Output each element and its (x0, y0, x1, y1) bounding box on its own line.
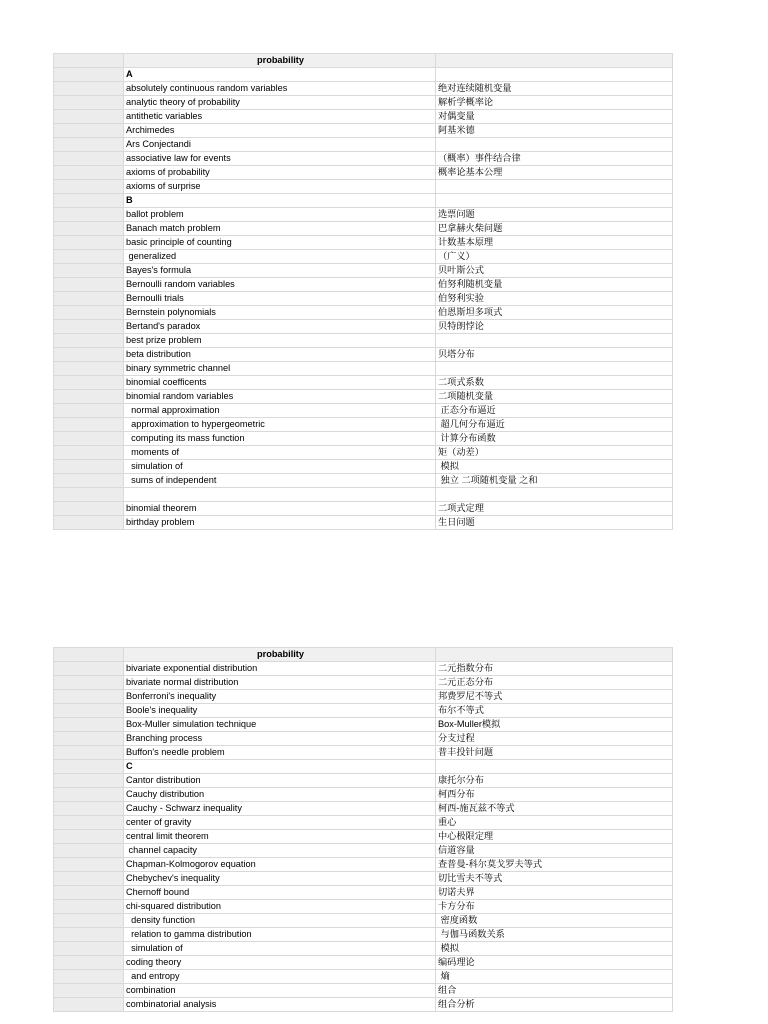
chinese-term: （广义） (436, 250, 673, 264)
english-term: Bertand's paradox (124, 320, 436, 334)
row-header-cell (54, 292, 124, 306)
table-row (54, 138, 673, 152)
row-header-cell (54, 166, 124, 180)
chinese-term: 选票问题 (436, 208, 673, 222)
english-term: Cauchy - Schwarz inequality (124, 802, 436, 816)
chinese-term: 计算分布函数 (436, 432, 673, 446)
english-term: Buffon's needle problem (124, 746, 436, 760)
table-row (54, 816, 673, 830)
table-row (54, 788, 673, 802)
table-row (54, 320, 673, 334)
chinese-term: 柯西-施瓦兹不等式 (436, 802, 673, 816)
table-row (54, 390, 673, 404)
english-term: binomial coefficents (124, 376, 436, 390)
english-term: basic principle of counting (124, 236, 436, 250)
chinese-term: 二项随机变量 (436, 390, 673, 404)
table-row (54, 515, 673, 529)
table-row (54, 250, 673, 264)
row-header-cell (54, 68, 124, 82)
chinese-term: 切比雪夫不等式 (436, 872, 673, 886)
chinese-term: Box-Muller模拟 (436, 718, 673, 732)
row-header-cell (54, 662, 124, 676)
chinese-term: （概率）事件结合律 (436, 152, 673, 166)
table-row (54, 446, 673, 460)
row-header-cell (54, 858, 124, 872)
chinese-term: 对偶变量 (436, 110, 673, 124)
chinese-term: 伯努利实验 (436, 292, 673, 306)
row-header-cell (54, 802, 124, 816)
english-term: generalized (124, 250, 436, 264)
english-term: sums of independent (124, 474, 436, 488)
chinese-term: 巴拿赫火柴问题 (436, 222, 673, 236)
table-header-row (54, 648, 673, 662)
row-header-cell (54, 914, 124, 928)
table-row (54, 418, 673, 432)
english-term: Banach match problem (124, 222, 436, 236)
english-term: Bernstein polynomials (124, 306, 436, 320)
chinese-term: 编码理论 (436, 956, 673, 970)
chinese-term: 布尔不等式 (436, 704, 673, 718)
header-empty-cell (436, 648, 673, 662)
english-term: Bayes's formula (124, 264, 436, 278)
chinese-term: 概率论基本公理 (436, 166, 673, 180)
row-header-cell (54, 82, 124, 96)
table-row (54, 376, 673, 390)
row-header-cell (54, 362, 124, 376)
row-header-cell (54, 96, 124, 110)
chinese-term: 柯西分布 (436, 788, 673, 802)
row-header-cell (54, 446, 124, 460)
table-row (54, 82, 673, 96)
row-header-cell (54, 760, 124, 774)
english-term: Box-Muller simulation technique (124, 718, 436, 732)
row-header-cell (54, 690, 124, 704)
chinese-term: 康托尔分布 (436, 774, 673, 788)
english-term: and entropy (124, 970, 436, 984)
row-header-cell (54, 998, 124, 1012)
english-term: analytic theory of probability (124, 96, 436, 110)
section-letter: C (124, 760, 436, 774)
table-header-row (54, 54, 673, 68)
section-letter-row (54, 68, 673, 82)
chinese-term (436, 334, 673, 348)
table-row (54, 914, 673, 928)
table-row (54, 662, 673, 676)
row-header-cell (54, 942, 124, 956)
row-header-cell (54, 54, 124, 68)
row-header-cell (54, 844, 124, 858)
chinese-term: 生日问题 (436, 515, 673, 529)
row-header-cell (54, 676, 124, 690)
chinese-term (436, 760, 673, 774)
english-term: beta distribution (124, 348, 436, 362)
english-term: birthday problem (124, 515, 436, 529)
chinese-term: 贝塔分布 (436, 348, 673, 362)
row-header-cell (54, 718, 124, 732)
english-term: combinatorial analysis (124, 998, 436, 1012)
table-row (54, 432, 673, 446)
table-row (54, 942, 673, 956)
row-header-cell (54, 900, 124, 914)
table-row (54, 362, 673, 376)
table-row (54, 970, 673, 984)
chinese-term: 邦费罗尼不等式 (436, 690, 673, 704)
glossary-table (53, 647, 673, 1012)
chinese-term: 切诺夫界 (436, 886, 673, 900)
chinese-term: 解析学概率论 (436, 96, 673, 110)
table-row (54, 844, 673, 858)
row-header-cell (54, 306, 124, 320)
row-header-cell (54, 334, 124, 348)
table-row (54, 488, 673, 502)
row-header-cell (54, 648, 124, 662)
english-term: antithetic variables (124, 110, 436, 124)
row-header-cell (54, 236, 124, 250)
chinese-term: 模拟 (436, 460, 673, 474)
table-row (54, 96, 673, 110)
table-row (54, 124, 673, 138)
english-term: Cauchy distribution (124, 788, 436, 802)
table-row (54, 956, 673, 970)
row-header-cell (54, 788, 124, 802)
table-row (54, 718, 673, 732)
row-header-cell (54, 774, 124, 788)
english-term: Archimedes (124, 124, 436, 138)
row-header-cell (54, 348, 124, 362)
table-row (54, 278, 673, 292)
row-header-cell (54, 222, 124, 236)
english-term: coding theory (124, 956, 436, 970)
row-header-cell (54, 704, 124, 718)
chinese-term: 贝特朗悖论 (436, 320, 673, 334)
english-term: binary symmetric channel (124, 362, 436, 376)
row-header-cell (54, 404, 124, 418)
english-term: ballot problem (124, 208, 436, 222)
chinese-term: 二项式系数 (436, 376, 673, 390)
english-term: Chebychev's inequality (124, 872, 436, 886)
row-header-cell (54, 816, 124, 830)
table-row (54, 690, 673, 704)
row-header-cell (54, 264, 124, 278)
english-term: best prize problem (124, 334, 436, 348)
row-header-cell (54, 208, 124, 222)
row-header-cell (54, 956, 124, 970)
table-row (54, 152, 673, 166)
english-term: Bonferroni's inequality (124, 690, 436, 704)
english-term: bivariate exponential distribution (124, 662, 436, 676)
row-header-cell (54, 984, 124, 998)
section-letter-row (54, 194, 673, 208)
row-header-cell (54, 152, 124, 166)
table-row (54, 774, 673, 788)
row-header-cell (54, 194, 124, 208)
chinese-term (436, 138, 673, 152)
table-row (54, 886, 673, 900)
chinese-term: 熵 (436, 970, 673, 984)
row-header-cell (54, 732, 124, 746)
section-letter-row (54, 760, 673, 774)
table-row (54, 732, 673, 746)
row-header-cell (54, 376, 124, 390)
table-row (54, 180, 673, 194)
chinese-term (436, 488, 673, 502)
table-row (54, 676, 673, 690)
english-term: Ars Conjectandi (124, 138, 436, 152)
table-row (54, 110, 673, 124)
row-header-cell (54, 124, 124, 138)
table-row (54, 460, 673, 474)
table-title: probability (124, 648, 436, 662)
english-term: computing its mass function (124, 432, 436, 446)
chinese-term: 查普曼-科尔莫戈罗夫等式 (436, 858, 673, 872)
chinese-term: 正态分布逼近 (436, 404, 673, 418)
table-title: probability (124, 54, 436, 68)
chinese-term (436, 194, 673, 208)
table-row (54, 858, 673, 872)
row-header-cell (54, 250, 124, 264)
english-term: Branching process (124, 732, 436, 746)
row-header-cell (54, 928, 124, 942)
chinese-term: 与伽马函数关系 (436, 928, 673, 942)
english-term: relation to gamma distribution (124, 928, 436, 942)
row-header-cell (54, 138, 124, 152)
chinese-term: 超几何分布逼近 (436, 418, 673, 432)
chinese-term: 贝叶斯公式 (436, 264, 673, 278)
chinese-term: 二项式定理 (436, 501, 673, 515)
table-row (54, 348, 673, 362)
row-header-cell (54, 515, 124, 529)
chinese-term: 计数基本原理 (436, 236, 673, 250)
table-row (54, 264, 673, 278)
table-row (54, 998, 673, 1012)
chinese-term: 密度函数 (436, 914, 673, 928)
english-term: Cantor distribution (124, 774, 436, 788)
row-header-cell (54, 320, 124, 334)
english-term: Boole's inequality (124, 704, 436, 718)
row-header-cell (54, 278, 124, 292)
english-term (124, 488, 436, 502)
chinese-term: 矩（动差） (436, 446, 673, 460)
english-term: normal approximation (124, 404, 436, 418)
table-row (54, 306, 673, 320)
row-header-cell (54, 180, 124, 194)
english-term: Bernoulli trials (124, 292, 436, 306)
english-term: central limit theorem (124, 830, 436, 844)
english-term: absolutely continuous random variables (124, 82, 436, 96)
english-term: axioms of surprise (124, 180, 436, 194)
english-term: binomial theorem (124, 501, 436, 515)
english-term: channel capacity (124, 844, 436, 858)
row-header-cell (54, 501, 124, 515)
english-term: chi-squared distribution (124, 900, 436, 914)
table-row (54, 334, 673, 348)
chinese-term: 伯恩斯坦多项式 (436, 306, 673, 320)
glossary-sheet-2 (53, 647, 672, 1012)
english-term: simulation of (124, 460, 436, 474)
table-row (54, 404, 673, 418)
english-term: bivariate normal distribution (124, 676, 436, 690)
chinese-term: 卡方分布 (436, 900, 673, 914)
table-row (54, 501, 673, 515)
row-header-cell (54, 830, 124, 844)
english-term: associative law for events (124, 152, 436, 166)
table-row (54, 928, 673, 942)
chinese-term: 组合 (436, 984, 673, 998)
english-term: Chapman-Kolmogorov equation (124, 858, 436, 872)
english-term: Chernoff bound (124, 886, 436, 900)
row-header-cell (54, 970, 124, 984)
table-row (54, 208, 673, 222)
row-header-cell (54, 418, 124, 432)
header-empty-cell (436, 54, 673, 68)
table-row (54, 166, 673, 180)
english-term: approximation to hypergeometric (124, 418, 436, 432)
chinese-term: 模拟 (436, 942, 673, 956)
chinese-term: 普丰投针问题 (436, 746, 673, 760)
section-letter: B (124, 194, 436, 208)
chinese-term: 独立 二项随机变量 之和 (436, 474, 673, 488)
chinese-term (436, 180, 673, 194)
english-term: combination (124, 984, 436, 998)
chinese-term: 二元指数分布 (436, 662, 673, 676)
english-term: simulation of (124, 942, 436, 956)
section-letter: A (124, 68, 436, 82)
english-term: Bernoulli random variables (124, 278, 436, 292)
row-header-cell (54, 110, 124, 124)
table-row (54, 802, 673, 816)
row-header-cell (54, 488, 124, 502)
table-row (54, 872, 673, 886)
chinese-term: 信道容量 (436, 844, 673, 858)
english-term: moments of (124, 446, 436, 460)
chinese-term: 组合分析 (436, 998, 673, 1012)
row-header-cell (54, 886, 124, 900)
chinese-term: 阿基米德 (436, 124, 673, 138)
english-term: center of gravity (124, 816, 436, 830)
chinese-term: 二元正态分布 (436, 676, 673, 690)
glossary-sheet-1 (53, 53, 672, 530)
chinese-term: 绝对连续随机变量 (436, 82, 673, 96)
row-header-cell (54, 746, 124, 760)
row-header-cell (54, 474, 124, 488)
table-row (54, 474, 673, 488)
chinese-term: 重心 (436, 816, 673, 830)
row-header-cell (54, 872, 124, 886)
chinese-term (436, 362, 673, 376)
chinese-term: 分支过程 (436, 732, 673, 746)
english-term: density function (124, 914, 436, 928)
english-term: binomial random variables (124, 390, 436, 404)
table-row (54, 704, 673, 718)
english-term: axioms of probability (124, 166, 436, 180)
table-row (54, 222, 673, 236)
chinese-term: 伯努利随机变量 (436, 278, 673, 292)
glossary-table (53, 53, 673, 530)
table-row (54, 984, 673, 998)
table-row (54, 236, 673, 250)
row-header-cell (54, 460, 124, 474)
row-header-cell (54, 432, 124, 446)
table-row (54, 292, 673, 306)
table-row (54, 900, 673, 914)
table-row (54, 830, 673, 844)
table-row (54, 746, 673, 760)
row-header-cell (54, 390, 124, 404)
chinese-term (436, 68, 673, 82)
chinese-term: 中心极限定理 (436, 830, 673, 844)
